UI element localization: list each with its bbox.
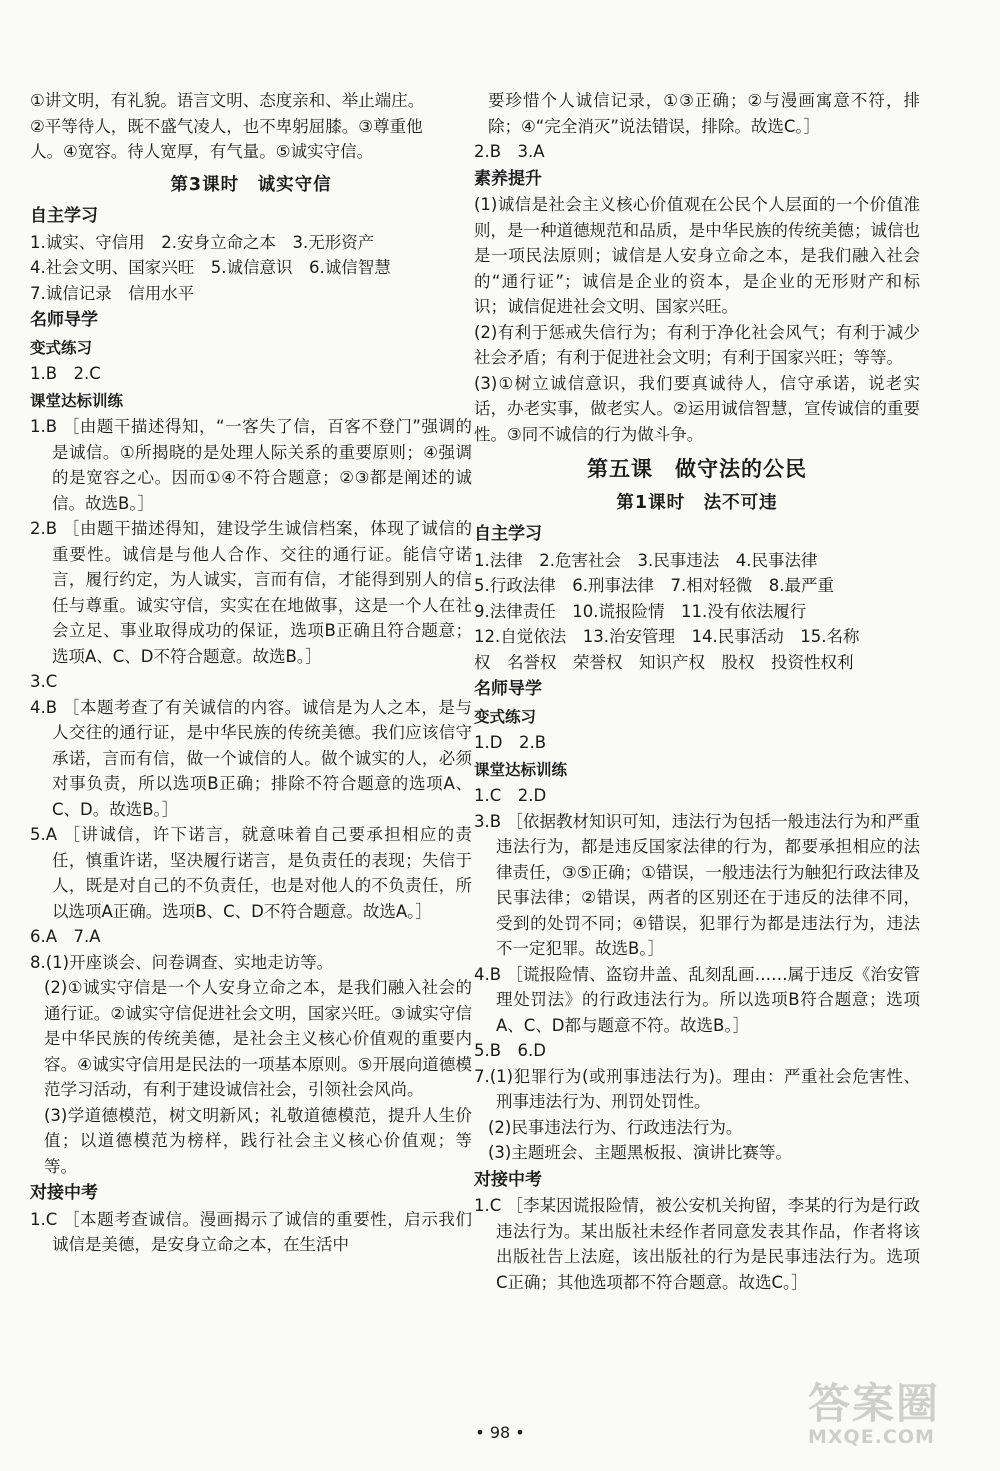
answer-item: 5.A ［讲诚信，许下诺言，就意味着自己要承担相应的责任，慎重许诺，坚决履行诺言，是负责任的表现；失信于人，既是对自己的不负责任，也是对他人的不负责任，所以选项A正确。选项B、C、D不符合题意。故选A。］	[30, 825, 472, 921]
answer-item: 1.C ［本题考查诚信。漫画揭示了诚信的重要性，启示我们诚信是美德，是安身立命之本，在生活中	[30, 1209, 472, 1254]
answer-item: 4.B ［本题考查了有关诚信的内容。诚信是为人之本，是与人交往的通行证，是中华民族的传统美德。我们应该信守承诺，言而有信，做一个诚信的人。做个诚实的人，必须对事负责，所以选项B正确；排除不符合题意的选项A、C、D。故选B。］	[30, 697, 472, 819]
zizhu-line-2: 5.行政法律 6.刑事法律 7.相对轻微 8.最严重	[474, 576, 834, 595]
zizhu-line-3: 7.诚信记录 信用水平	[30, 283, 195, 303]
answer-item: 2.B 3.A	[474, 142, 545, 161]
subsection-ketang: 课堂达标训练	[474, 760, 568, 779]
watermark-logo	[808, 1379, 978, 1462]
right-column	[474, 88, 920, 1295]
answer-item: 3.B ［依据教材知识可知，违法行为包括一般违法行为和严重违法行为，都是违反国家法律的行为，都要承担相应的法律责任，③⑤正确；①错误，一般违法行为触犯行政法律及民事法律；②错误，两者的区别还在于违反的法律不同，受到的处罚不同；④错误，犯罪行为都是违法行为，违法不一定犯罪。故选B。］	[474, 811, 920, 958]
answer-item: 1.C 2.D	[474, 786, 547, 805]
unit-title-5: 第五课 做守法的公民	[587, 457, 807, 481]
answer-item: 7.(1)犯罪行为(或刑事违法行为)。理由：严重社会危害性、刑事违法行为、刑罚处罚性。	[474, 1066, 920, 1111]
continued-answer: 要珍惜个人诚信记录，①③正确；②与漫画寓意不符，排除；④“完全消灭”说法错误，排除。故选C。］	[488, 91, 920, 136]
zizhu-line-5: 权 名誉权 荣誉权 知识产权 股权 投资性权利	[474, 652, 854, 672]
intro-line-3: 人。④宽容。待人宽厚，有气量。⑤诚实守信。	[30, 142, 374, 161]
lesson-title-3: 第3课时 诚实守信	[170, 174, 332, 195]
subsection-ketang: 课堂达标训练	[30, 391, 124, 410]
section-zizhu: 自主学习	[474, 524, 542, 544]
suyang-item: (2)有利于惩戒失信行为；有利于净化社会风气；有利于减少社会矛盾；有利于促进社会文明；有利于国家兴旺；等等。	[474, 322, 920, 367]
subsection-bianshi: 变式练习	[30, 338, 93, 357]
section-duijie: 对接中考	[30, 1183, 98, 1203]
intro-line-1: ①讲文明，有礼貌。语言文明、态度亲和、举止端庄。	[30, 91, 425, 110]
zizhu-line-3: 9.法律责任 10.谎报险情 11.没有依法履行	[474, 601, 807, 621]
subsection-bianshi: 变式练习	[474, 707, 537, 726]
watermark-text: 答案圈	[808, 1379, 941, 1428]
zizhu-line-1: 1.法律 2.危害社会 3.民事违法 4.民事法律	[474, 550, 818, 570]
answer-item: 5.B 6.D	[474, 1041, 547, 1060]
answer-item: 4.B ［谎报险情、盗窃井盖、乱刻乱画……属于违反《治安管理处罚法》的行政违法行为。所以选项B符合题意；选项A、C、D都与题意不符。故选B。］	[474, 964, 920, 1035]
zizhu-line-2: 4.社会文明、国家兴旺 5.诚信意识 6.诚信智慧	[30, 258, 391, 277]
answer-item: (3)主题班会、主题黑板报、演讲比赛等。	[488, 1143, 792, 1162]
lesson-title-1: 第1课时 法不可违	[616, 492, 778, 513]
answer-item: 1.B ［由题干描述得知，“一客失了信，百客不登门”强调的是诚信。①所揭晓的是处理人际关系的重要原则；④强调的是宽容之心。因而①④不符合题意；②③都是阐述的诚信。故选B。］	[30, 417, 472, 513]
zizhu-line-4: 12.自觉依法 13.治安管理 14.民事活动 15.名称	[474, 627, 860, 646]
suyang-item: (1)诚信是社会主义核心价值观在公民个人层面的一个价值准则，是一种道德规范和品质，是中华民族的传统美德；诚信也是一项民法原则；诚信是人安身立命之本，是我们融入社会的“通行证”；诚信是企业的资本，是企业的无形财产和标识；诚信促进社会文明、国家兴旺。	[474, 195, 920, 316]
section-duijie: 对接中考	[474, 1169, 542, 1190]
bianshi-answers: 1.D 2.B	[474, 733, 547, 752]
section-mingshi: 名师导学	[30, 310, 98, 330]
answer-item: (2)①诚实守信是一个人安身立命之本，是我们融入社会的通行证。②诚实守信促进社会文明，国家兴旺。③诚实守信是中华民族的传统美德，是社会主义核心价值观的重要内容。④诚实守信用是民法的一项基本原则。⑤开展向道德模范学习活动，有利于建设诚信社会，引领社会风尚。	[44, 978, 472, 1099]
watermark-url: MXQE.COM	[808, 1426, 935, 1448]
suyang-item: (3)①树立诚信意识，我们要真诚待人，信守承诺，说老实话，办老实事，做老实人。②运用诚信智慧，宣传诚信的重要性。③同不诚信的行为做斗争。	[474, 373, 920, 444]
answer-item: (2)民事违法行为、行政违法行为。	[488, 1117, 743, 1137]
page-number: • 98 •	[475, 1423, 525, 1442]
answer-item: (3)学道德模范，树文明新风；礼敬道德模范，提升人生价值；以道德模范为榜样，践行社会主义核心价值观；等等。	[44, 1105, 472, 1176]
answer-item: 2.B ［由题干描述得知，建设学生诚信档案，体现了诚信的重要性。诚信是与他人合作、交往的通行证。能信守诺言，履行约定，为人诚实，言而有信，才能得到别人的信任与尊重。诚实守信，实实在在地做事，这是一个人在社会立足、事业取得成功的保证，选项B正确且符合题意；选项A、C、D不符合题意。故选B。］	[30, 519, 472, 666]
answer-item: 3.C	[30, 672, 58, 691]
answer-item: 8.(1)开座谈会、问卷调查、实地走访等。	[30, 952, 334, 972]
section-zizhu: 自主学习	[30, 206, 98, 226]
answer-item: 6.A 7.A	[30, 927, 101, 946]
zizhu-line-1: 1.诚实、守信用 2.安身立命之本 3.无形资产	[30, 232, 375, 252]
bianshi-answers: 1.B 2.C	[30, 364, 101, 383]
left-column	[30, 88, 472, 1258]
section-suyang: 素养提升	[474, 168, 542, 189]
intro-line-2: ②平等待人，既不盛气凌人，也不卑躬屈膝。③尊重他	[30, 116, 423, 136]
answer-item: 1.C ［李某因谎报险情，被公安机关拘留，李某的行为是行政违法行为。某出版社未经作者同意发表其作品，作者将该出版社告上法庭，该出版社的行为是民事违法行为。选项C正确；其他选项都不符合题意。故选C。］	[474, 1196, 920, 1292]
section-mingshi: 名师导学	[474, 679, 542, 699]
